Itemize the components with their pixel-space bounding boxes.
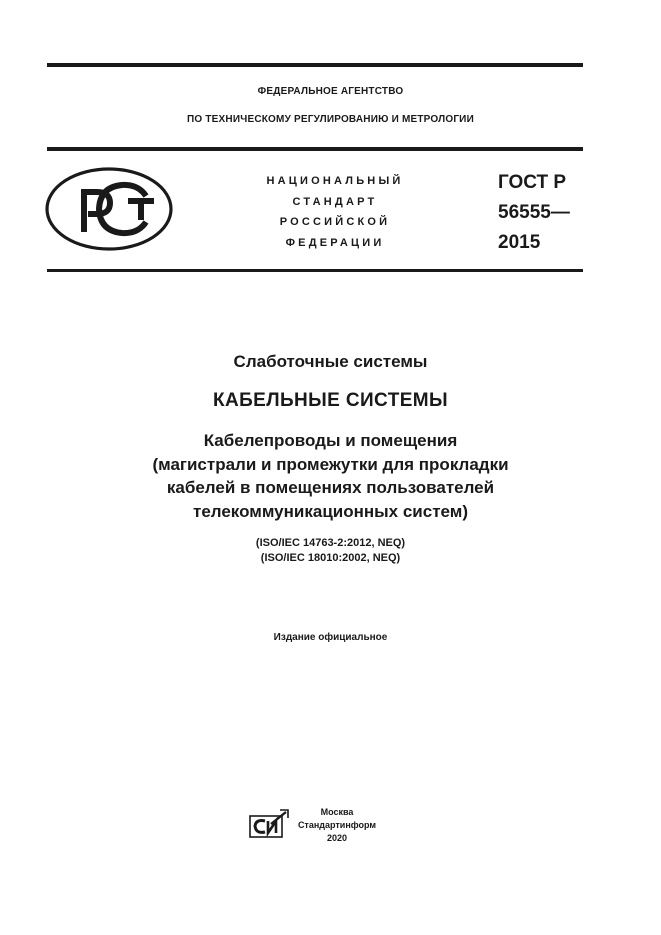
reference-1: (ISO/IEC 14763-2:2012, NEQ) [255,537,406,549]
subtitle-line1: Кабелепроводы и помещения [203,431,458,450]
standard-references [0,536,661,566]
rst-logo-icon [44,166,174,252]
standard-type-line2: СТАНДАРТ [292,195,378,208]
subtitle-line4: телекоммуникационных систем) [193,501,468,521]
document-subtitle [0,429,661,523]
top-rule [47,63,583,67]
gost-number [498,168,598,258]
standartinform-logo-icon [249,809,289,839]
publication-year: 2020 [326,833,348,843]
cover-divider [47,269,583,272]
reference-2: (ISO/IEC 18010:2002, NEQ) [260,552,401,564]
subtitle-line3: кабелей в помещениях пользователей [166,478,495,497]
subtitle-line2: (магистрали и промежутки для прокладки [152,454,509,474]
standard-type-line3: РОССИЙСКОЙ [279,216,391,228]
publisher-name: Стандартинформ [297,820,377,830]
edition-label: Издание официальное [273,632,388,643]
standard-type-line1: НАЦИОНАЛЬНЫЙ [266,175,404,187]
header-divider [47,147,583,151]
agency-name-line2: ПО ТЕХНИЧЕСКОМУ РЕГУЛИРОВАНИЮ И МЕТРОЛОГИИ [187,114,474,125]
publisher-city: Москва [320,807,354,817]
standard-type-block [230,171,440,253]
document-section-title: Слаботочные системы [233,352,428,371]
publisher-info [292,806,382,845]
standard-type-line4: ФЕДЕРАЦИИ [285,236,385,249]
gost-line2: 56555— [498,202,570,223]
gost-line3: 2015 [498,232,541,253]
document-main-title: КАБЕЛЬНЫЕ СИСТЕМЫ [212,390,449,411]
agency-name-line1: ФЕДЕРАЛЬНОЕ АГЕНТСТВО [257,86,404,97]
gost-line1: ГОСТ Р [498,172,567,193]
